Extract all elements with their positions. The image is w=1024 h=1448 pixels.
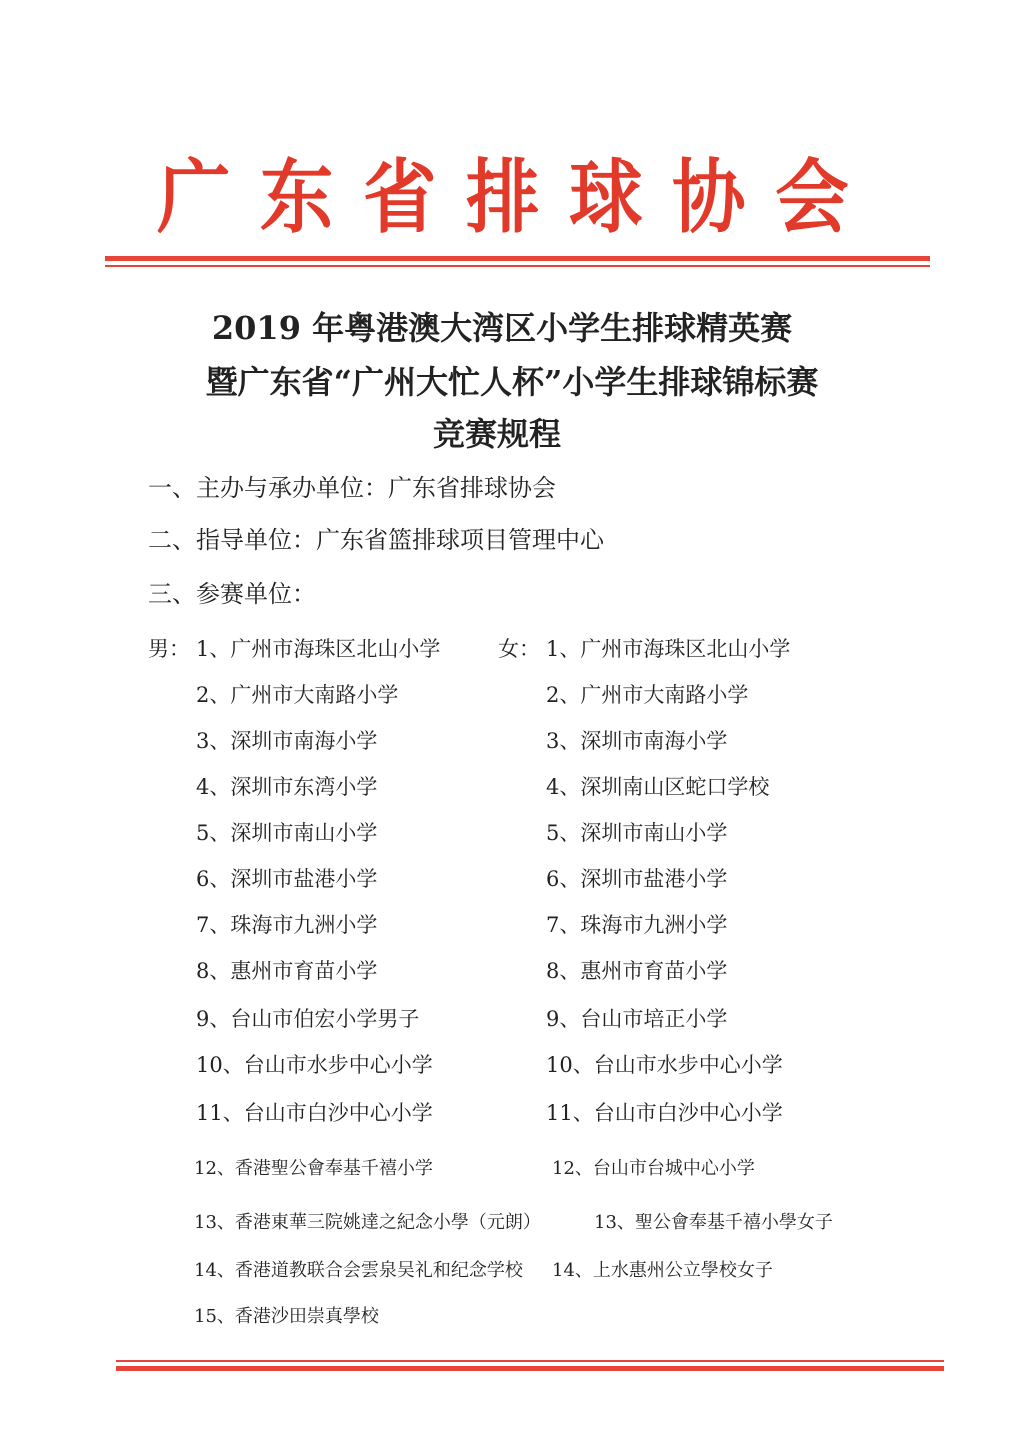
participant-row	[0, 1050, 1024, 1082]
participant-row	[0, 1154, 1024, 1186]
letterhead-org-name: 广东省排球协会	[156, 151, 879, 244]
participant-row	[0, 1256, 1024, 1288]
female-team: 10、台山市水步中心小学	[546, 1053, 783, 1077]
female-team: 1、广州市海珠区北山小学	[546, 637, 791, 661]
female-team: 8、惠州市育苗小学	[546, 959, 728, 983]
section-guidance: 二、指导单位：广东省篮排球项目管理中心	[148, 526, 604, 554]
female-team: 11、台山市白沙中心小学	[546, 1101, 783, 1125]
participant-row	[0, 910, 1024, 942]
section-participants-heading: 三、参赛单位：	[148, 580, 316, 608]
male-team: 9、台山市伯宏小学男子	[196, 1007, 420, 1031]
participant-row	[0, 1208, 1024, 1240]
female-team: 7、珠海市九洲小学	[546, 913, 728, 937]
participant-row	[0, 726, 1024, 758]
female-team: 4、深圳南山区蛇口学校	[546, 775, 770, 799]
male-team: 2、广州市大南路小学	[196, 683, 399, 707]
female-team: 6、深圳市盐港小学	[546, 867, 728, 891]
letterhead-rule-thin	[105, 265, 930, 267]
participant-row	[0, 772, 1024, 804]
participant-row	[0, 1098, 1024, 1130]
male-team: 7、珠海市九洲小学	[196, 913, 378, 937]
male-team: 15、香港沙田崇真學校	[194, 1306, 379, 1327]
male-team: 3、深圳市南海小学	[196, 729, 378, 753]
male-team: 14、香港道教联合会雲泉吴礼和纪念学校	[194, 1260, 523, 1281]
male-team: 12、香港聖公會奉基千禧小学	[194, 1158, 433, 1179]
footer-rule-thick	[116, 1366, 944, 1371]
male-team: 13、香港東華三院姚達之紀念小學（元朗）	[194, 1212, 541, 1233]
participant-row	[0, 956, 1024, 988]
participant-row	[0, 864, 1024, 896]
male-team: 5、深圳市南山小学	[196, 821, 378, 845]
female-team: 12、台山市台城中心小学	[552, 1158, 755, 1179]
document-title-line-1: 2019 年粤港澳大湾区小学生排球精英赛	[211, 309, 793, 347]
female-team: 2、广州市大南路小学	[546, 683, 749, 707]
female-team: 14、上水惠州公立學校女子	[552, 1260, 773, 1281]
participant-row	[0, 680, 1024, 712]
female-team: 9、台山市培正小学	[546, 1007, 728, 1031]
document-title-line-3: 竞赛规程	[432, 415, 561, 453]
male-label: 男：	[148, 637, 190, 661]
male-team: 1、广州市海珠区北山小学	[196, 637, 441, 661]
male-team: 10、台山市水步中心小学	[196, 1053, 433, 1077]
participant-row	[0, 818, 1024, 850]
footer-rule-thin	[116, 1360, 944, 1362]
female-team: 5、深圳市南山小学	[546, 821, 728, 845]
letterhead-rule-thick	[105, 256, 930, 261]
female-label: 女：	[498, 637, 540, 661]
participant-row	[0, 1302, 1024, 1334]
female-team: 3、深圳市南海小学	[546, 729, 728, 753]
male-team: 6、深圳市盐港小学	[196, 867, 378, 891]
male-team: 8、惠州市育苗小学	[196, 959, 378, 983]
participant-row	[0, 1004, 1024, 1036]
document-title-line-2: 暨广东省“广州大忙人杯”小学生排球锦标赛	[205, 363, 819, 401]
male-team: 4、深圳市东湾小学	[196, 775, 378, 799]
section-organizer: 一、主办与承办单位：广东省排球协会	[148, 474, 556, 502]
female-team: 13、聖公會奉基千禧小學女子	[594, 1212, 833, 1233]
participant-row	[0, 634, 1024, 666]
male-team: 11、台山市白沙中心小学	[196, 1101, 433, 1125]
